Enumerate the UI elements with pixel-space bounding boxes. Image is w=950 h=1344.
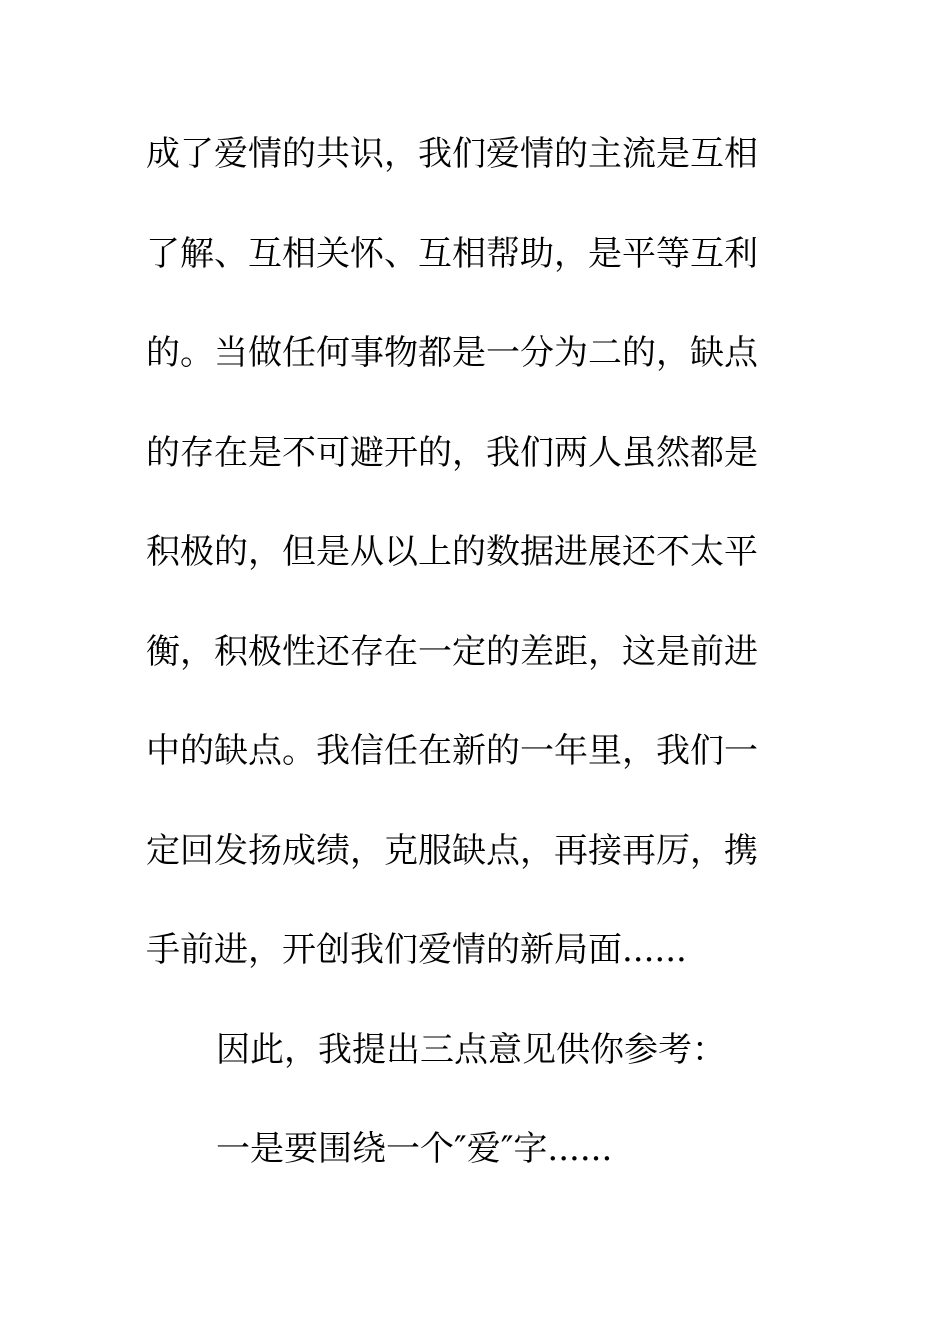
paragraph-line: 的。当做任何事物都是一分为二的，缺点 bbox=[146, 333, 758, 373]
paragraph-line: 衡，积极性还存在一定的差距，这是前进 bbox=[146, 631, 758, 672]
paragraph-suggestions-intro: 因此，我提出三点意见供你参考： bbox=[216, 1029, 726, 1070]
document-body bbox=[146, 126, 786, 1221]
paragraph-line: 积极的，但是从以上的数据进展还不太平 bbox=[146, 532, 758, 572]
paragraph-line: 成了爱情的共识，我们爱情的主流是互相 bbox=[146, 134, 758, 174]
paragraph-line: 手前进，开创我们爱情的新局面...... bbox=[146, 930, 687, 970]
paragraph-line: 了解、互相关怀、互相帮助，是平等互利 bbox=[146, 233, 758, 274]
paragraph-line: 中的缺点。我信任在新的一年里，我们一 bbox=[146, 731, 758, 771]
paragraph-line: 的存在是不可避开的，我们两人虽然都是 bbox=[146, 432, 758, 473]
paragraph-line: 定回发扬成绩，克服缺点，再接再厉，携 bbox=[146, 830, 758, 871]
paragraph-point-one: 一是要围绕一个″爱″字...... bbox=[216, 1129, 613, 1169]
